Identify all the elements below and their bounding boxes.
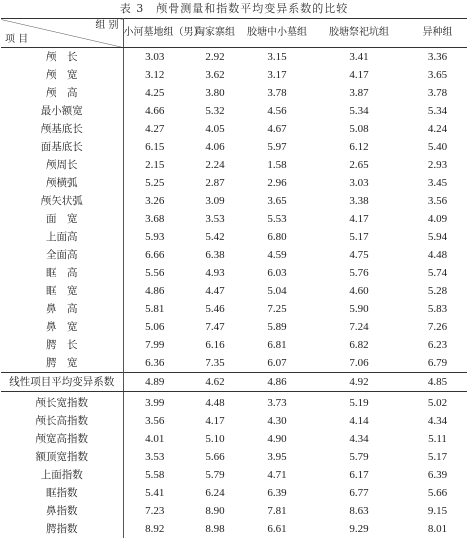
value-cell: 6.07: [244, 354, 310, 373]
value-cell: 8.90: [186, 502, 244, 520]
value-cell: 6.15: [123, 138, 186, 156]
measurement-row: [1, 84, 467, 102]
value-cell: 3.53: [186, 210, 244, 228]
measurement-row: [1, 102, 467, 120]
value-cell: 6.77: [310, 484, 408, 502]
value-cell: 5.46: [186, 300, 244, 318]
value-cell: 4.24: [408, 120, 467, 138]
value-cell: 9.29: [310, 520, 408, 538]
value-cell: 8.63: [310, 502, 408, 520]
value-cell: 5.11: [408, 430, 467, 448]
row-label: 面基底长: [1, 138, 123, 156]
value-cell: 5.19: [310, 392, 408, 413]
column-header: 胶塘中小墓组: [244, 19, 310, 48]
value-cell: 2.87: [186, 174, 244, 192]
value-cell: 7.06: [310, 354, 408, 373]
value-cell: 5.04: [244, 282, 310, 300]
column-header: 陶家寨组: [186, 19, 244, 48]
value-cell: 7.47: [186, 318, 244, 336]
row-label: 眶 高: [1, 264, 123, 282]
value-cell: 4.56: [244, 102, 310, 120]
row-label: 颅 高: [1, 84, 123, 102]
value-cell: 4.27: [123, 120, 186, 138]
measurement-row: [1, 354, 467, 373]
row-label: 颅宽高指数: [1, 430, 123, 448]
value-cell: 4.14: [310, 412, 408, 430]
value-cell: 3.78: [244, 84, 310, 102]
value-cell: 3.80: [186, 84, 244, 102]
value-cell: 6.23: [408, 336, 467, 354]
row-label: 上面指数: [1, 466, 123, 484]
value-cell: 2.93: [408, 156, 467, 174]
value-cell: 5.93: [123, 228, 186, 246]
measurement-row: [1, 264, 467, 282]
value-cell: 4.47: [186, 282, 244, 300]
value-cell: 6.17: [310, 466, 408, 484]
row-label: 鼻 高: [1, 300, 123, 318]
value-cell: 4.48: [408, 246, 467, 264]
value-cell: 3.45: [408, 174, 467, 192]
value-cell: 4.30: [244, 412, 310, 430]
index-row: [1, 430, 467, 448]
value-cell: 4.85: [408, 373, 467, 392]
value-cell: 3.15: [244, 48, 310, 67]
measurement-row: [1, 156, 467, 174]
value-cell: 6.81: [244, 336, 310, 354]
row-label: 眶指数: [1, 484, 123, 502]
value-cell: 5.94: [408, 228, 467, 246]
row-label: 颅长宽指数: [1, 392, 123, 413]
row-label: 颅横弧: [1, 174, 123, 192]
value-cell: 5.79: [310, 448, 408, 466]
value-cell: 5.02: [408, 392, 467, 413]
value-cell: 4.89: [123, 373, 186, 392]
value-cell: 5.32: [186, 102, 244, 120]
table-caption: 表 3 颅骨测量和指数平均变异系数的比较: [0, 0, 468, 18]
index-row: [1, 392, 467, 413]
row-label: 线性项目平均变异系数: [1, 373, 123, 392]
value-cell: 4.75: [310, 246, 408, 264]
value-cell: 4.17: [310, 210, 408, 228]
value-cell: 2.65: [310, 156, 408, 174]
value-cell: 4.60: [310, 282, 408, 300]
value-cell: 4.67: [244, 120, 310, 138]
row-label: 额顶宽指数: [1, 448, 123, 466]
value-cell: 5.34: [310, 102, 408, 120]
row-label: 腭 宽: [1, 354, 123, 373]
value-cell: 2.92: [186, 48, 244, 67]
value-cell: 5.40: [408, 138, 467, 156]
value-cell: 6.38: [186, 246, 244, 264]
value-cell: 3.99: [123, 392, 186, 413]
row-label: 颅 宽: [1, 66, 123, 84]
measurement-row: [1, 120, 467, 138]
value-cell: 6.82: [310, 336, 408, 354]
column-header: 异种组: [408, 19, 467, 48]
value-cell: 5.58: [123, 466, 186, 484]
index-row: [1, 502, 467, 520]
value-cell: 4.25: [123, 84, 186, 102]
value-cell: 5.56: [123, 264, 186, 282]
value-cell: 4.59: [244, 246, 310, 264]
value-cell: 5.41: [123, 484, 186, 502]
index-row: [1, 412, 467, 430]
value-cell: 8.01: [408, 520, 467, 538]
row-label: 鼻 宽: [1, 318, 123, 336]
row-label: 颅长高指数: [1, 412, 123, 430]
value-cell: 3.36: [408, 48, 467, 67]
row-label: 最小额宽: [1, 102, 123, 120]
value-cell: 6.12: [310, 138, 408, 156]
value-cell: 3.56: [408, 192, 467, 210]
value-cell: 4.34: [310, 430, 408, 448]
value-cell: 1.58: [244, 156, 310, 174]
linear-mean-row: [1, 373, 467, 392]
value-cell: 3.53: [123, 448, 186, 466]
value-cell: 6.16: [186, 336, 244, 354]
value-cell: 5.90: [310, 300, 408, 318]
value-cell: 3.41: [310, 48, 408, 67]
measurement-row: [1, 192, 467, 210]
index-row: [1, 520, 467, 538]
index-row: [1, 466, 467, 484]
value-cell: 6.79: [408, 354, 467, 373]
measurement-row: [1, 48, 467, 67]
row-label: 颅基底长: [1, 120, 123, 138]
row-label: 上面高: [1, 228, 123, 246]
row-label: 颅周长: [1, 156, 123, 174]
value-cell: 8.98: [186, 520, 244, 538]
value-cell: 7.81: [244, 502, 310, 520]
value-cell: 5.17: [408, 448, 467, 466]
value-cell: 4.86: [244, 373, 310, 392]
value-cell: 5.10: [186, 430, 244, 448]
column-header: 胶塘祭祀坑组: [310, 19, 408, 48]
value-cell: 5.81: [123, 300, 186, 318]
comparison-table: [1, 18, 467, 538]
measurement-row: [1, 174, 467, 192]
value-cell: 3.95: [244, 448, 310, 466]
value-cell: 2.96: [244, 174, 310, 192]
measurement-rows: [1, 48, 467, 373]
value-cell: 8.92: [123, 520, 186, 538]
value-cell: 3.73: [244, 392, 310, 413]
value-cell: 3.38: [310, 192, 408, 210]
measurement-row: [1, 138, 467, 156]
value-cell: 6.66: [123, 246, 186, 264]
value-cell: 5.89: [244, 318, 310, 336]
value-cell: 4.71: [244, 466, 310, 484]
value-cell: 6.80: [244, 228, 310, 246]
value-cell: 7.24: [310, 318, 408, 336]
value-cell: 7.26: [408, 318, 467, 336]
value-cell: 3.65: [408, 66, 467, 84]
row-label: 面 宽: [1, 210, 123, 228]
value-cell: 3.87: [310, 84, 408, 102]
row-label: 颅 长: [1, 48, 123, 67]
value-cell: 5.97: [244, 138, 310, 156]
linear-mean-section: [1, 373, 467, 392]
index-row: [1, 448, 467, 466]
value-cell: 5.08: [310, 120, 408, 138]
value-cell: 4.17: [186, 412, 244, 430]
row-label: 眶 宽: [1, 282, 123, 300]
value-cell: 4.48: [186, 392, 244, 413]
row-label: 颅矢状弧: [1, 192, 123, 210]
value-cell: 3.26: [123, 192, 186, 210]
value-cell: 6.39: [408, 466, 467, 484]
value-cell: 5.42: [186, 228, 244, 246]
index-row: [1, 484, 467, 502]
value-cell: 4.34: [408, 412, 467, 430]
value-cell: 4.05: [186, 120, 244, 138]
value-cell: 3.17: [244, 66, 310, 84]
value-cell: 6.36: [123, 354, 186, 373]
value-cell: 3.12: [123, 66, 186, 84]
value-cell: 4.01: [123, 430, 186, 448]
value-cell: 6.24: [186, 484, 244, 502]
value-cell: 5.28: [408, 282, 467, 300]
value-cell: 3.62: [186, 66, 244, 84]
value-cell: 6.03: [244, 264, 310, 282]
measurement-row: [1, 228, 467, 246]
value-cell: 2.24: [186, 156, 244, 174]
measurement-row: [1, 282, 467, 300]
value-cell: 3.78: [408, 84, 467, 102]
column-header: 小河墓地组（男）: [123, 19, 186, 48]
value-cell: 7.99: [123, 336, 186, 354]
value-cell: 4.92: [310, 373, 408, 392]
value-cell: 7.35: [186, 354, 244, 373]
row-label: 鼻指数: [1, 502, 123, 520]
value-cell: 5.76: [310, 264, 408, 282]
value-cell: 5.06: [123, 318, 186, 336]
measurement-row: [1, 210, 467, 228]
row-label: 腭指数: [1, 520, 123, 538]
value-cell: 4.09: [408, 210, 467, 228]
value-cell: 3.03: [123, 48, 186, 67]
value-cell: 5.25: [123, 174, 186, 192]
value-cell: 4.06: [186, 138, 244, 156]
value-cell: 5.74: [408, 264, 467, 282]
value-cell: 5.83: [408, 300, 467, 318]
value-cell: 2.15: [123, 156, 186, 174]
measurement-row: [1, 300, 467, 318]
value-cell: 7.25: [244, 300, 310, 318]
header-item-label: 项 目: [5, 33, 28, 47]
table-header-row: [1, 19, 467, 48]
header-corner-cell: [1, 19, 123, 48]
value-cell: 4.17: [310, 66, 408, 84]
value-cell: 5.53: [244, 210, 310, 228]
measurement-row: [1, 336, 467, 354]
value-cell: 3.65: [244, 192, 310, 210]
value-cell: 5.34: [408, 102, 467, 120]
measurement-row: [1, 246, 467, 264]
index-rows: [1, 392, 467, 538]
value-cell: 6.39: [244, 484, 310, 502]
value-cell: 3.68: [123, 210, 186, 228]
value-cell: 4.86: [123, 282, 186, 300]
value-cell: 3.09: [186, 192, 244, 210]
measurement-row: [1, 66, 467, 84]
value-cell: 3.03: [310, 174, 408, 192]
measurement-row: [1, 318, 467, 336]
value-cell: 4.90: [244, 430, 310, 448]
value-cell: 5.17: [310, 228, 408, 246]
value-cell: 4.66: [123, 102, 186, 120]
value-cell: 4.93: [186, 264, 244, 282]
value-cell: 6.61: [244, 520, 310, 538]
header-group-label: 组 别: [95, 19, 118, 33]
row-label: 腭 长: [1, 336, 123, 354]
value-cell: 3.56: [123, 412, 186, 430]
value-cell: 5.66: [408, 484, 467, 502]
value-cell: 5.66: [186, 448, 244, 466]
value-cell: 7.23: [123, 502, 186, 520]
value-cell: 4.62: [186, 373, 244, 392]
value-cell: 9.15: [408, 502, 467, 520]
row-label: 全面高: [1, 246, 123, 264]
value-cell: 5.79: [186, 466, 244, 484]
